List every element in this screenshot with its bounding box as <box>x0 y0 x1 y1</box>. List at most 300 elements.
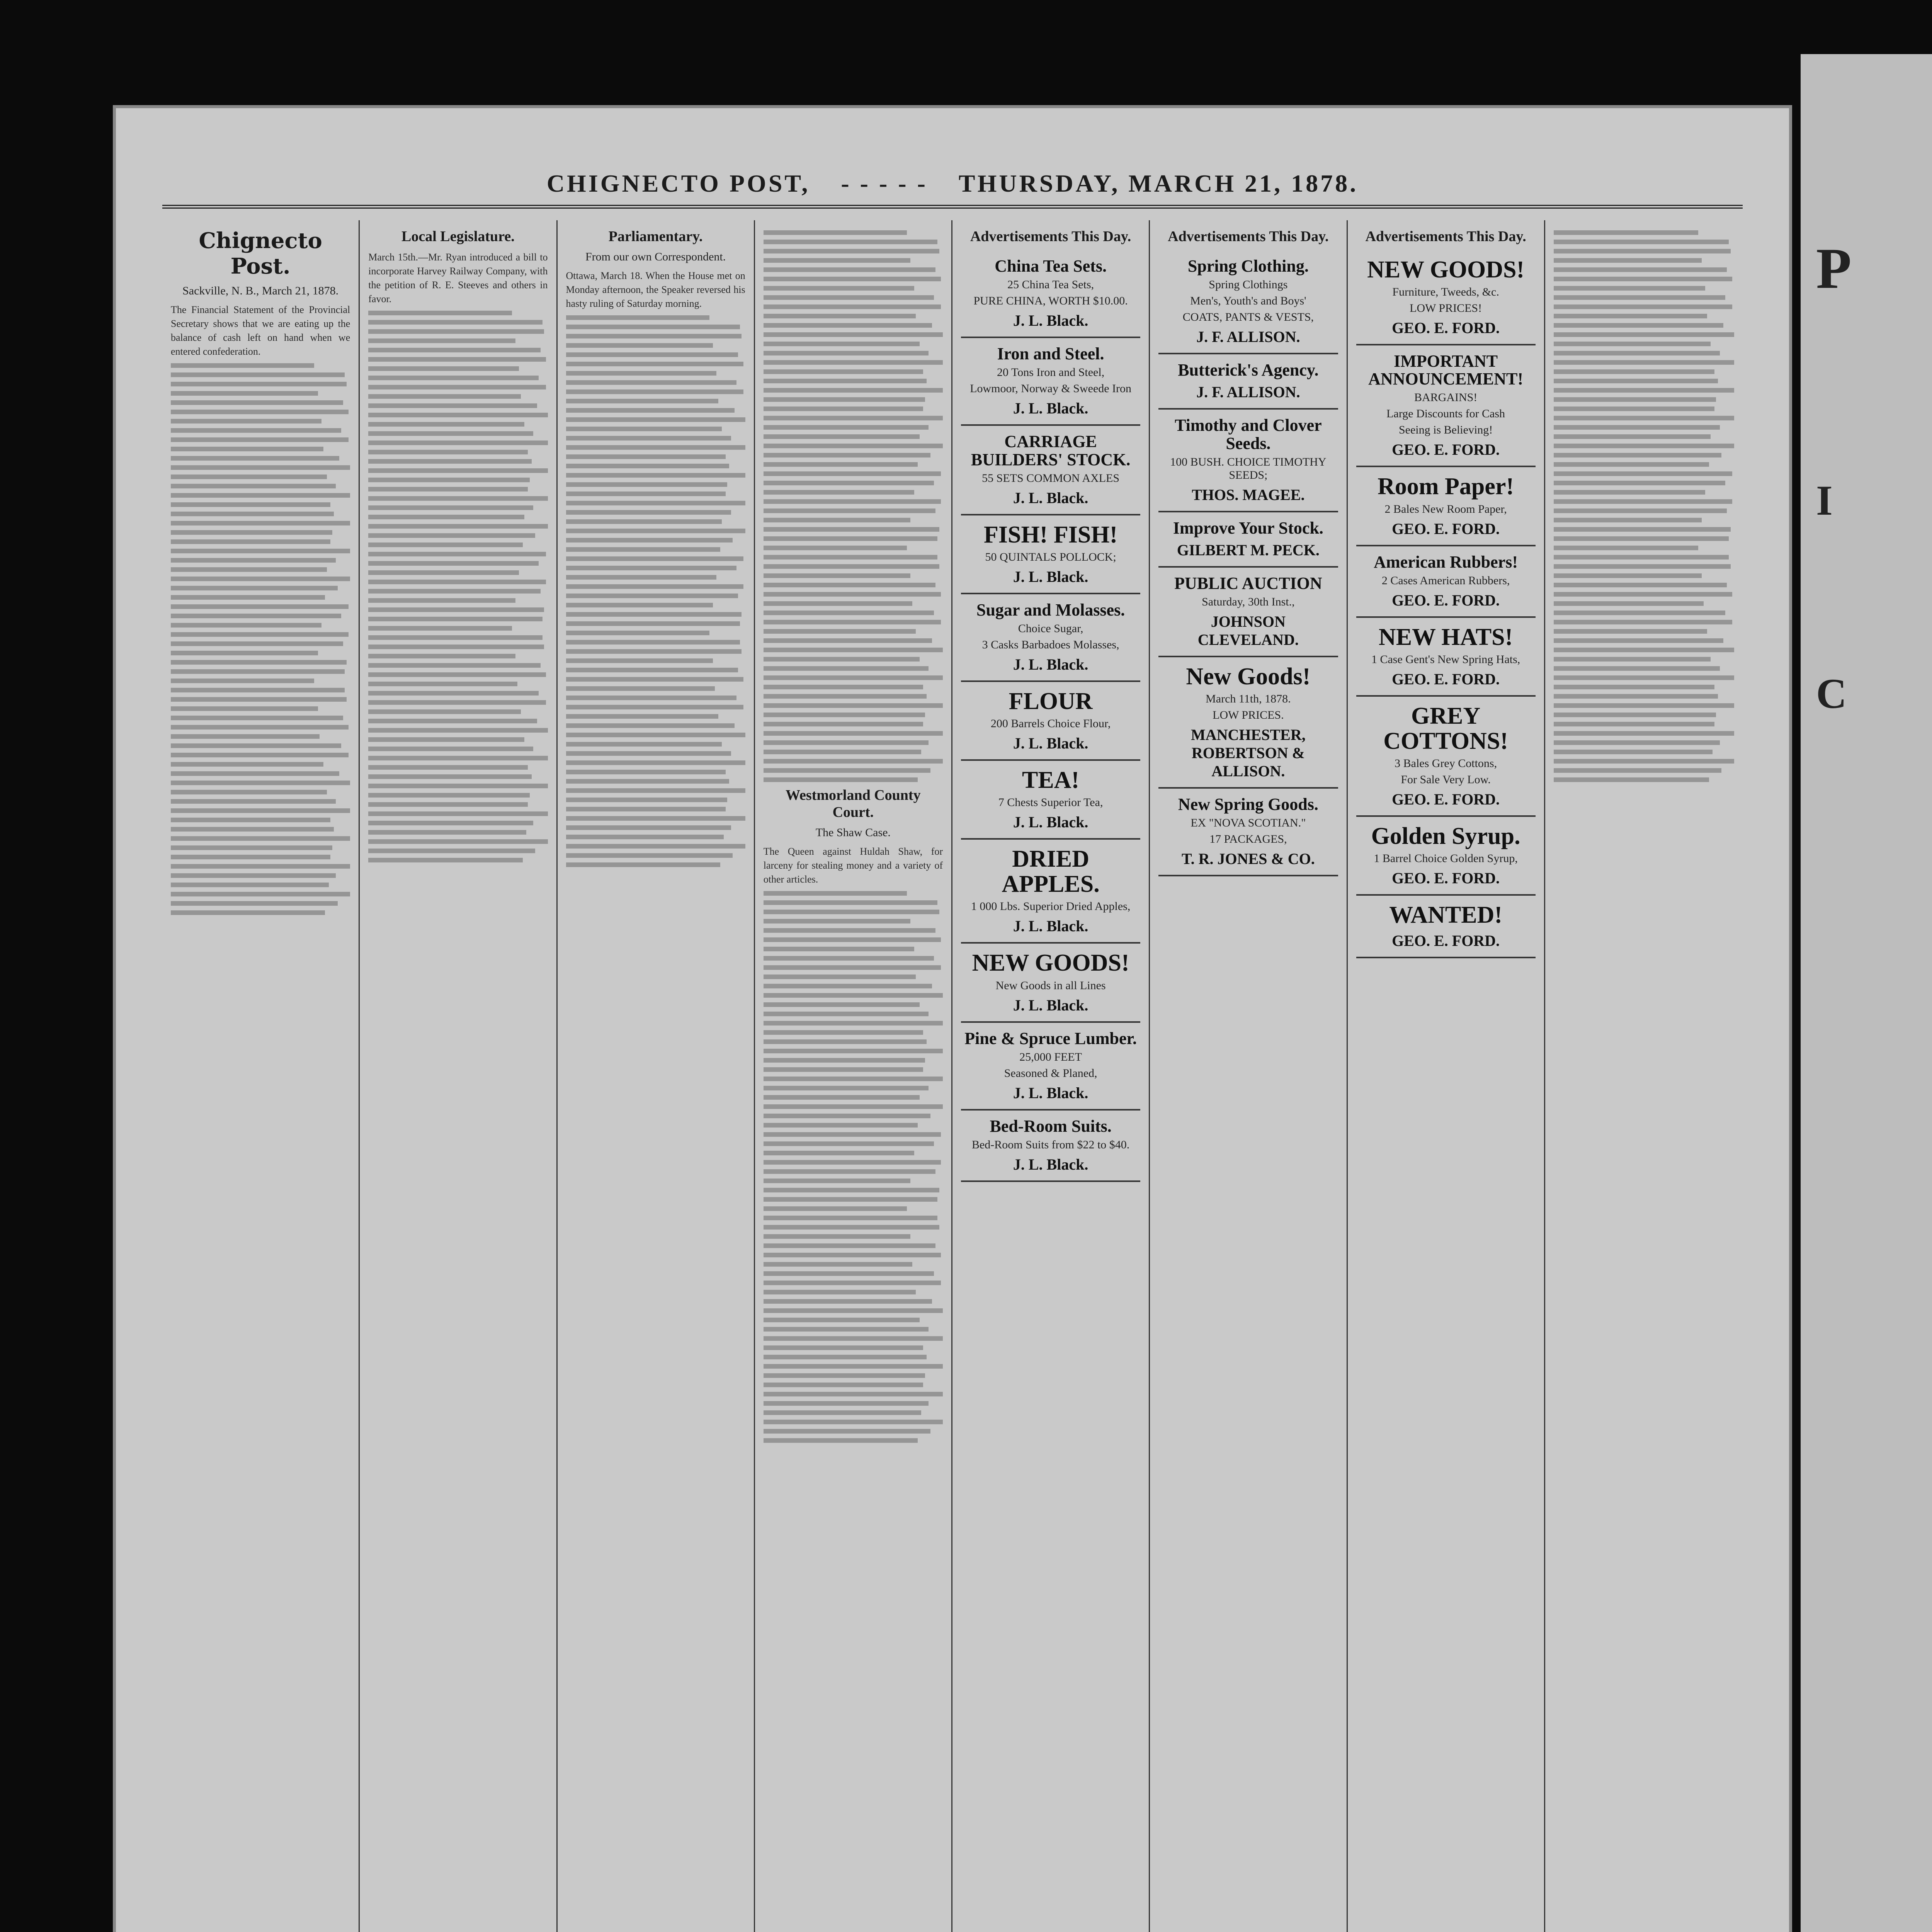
text-line <box>171 901 338 906</box>
text-line <box>764 351 929 355</box>
text-line <box>171 595 325 600</box>
column-county-court <box>755 220 952 1932</box>
cropped-headline-fragment: I <box>1816 477 1833 524</box>
ad-advertiser: J. L. Black. <box>1013 568 1088 585</box>
text-line <box>368 459 531 464</box>
text-line <box>566 779 729 784</box>
text-line <box>764 1132 941 1137</box>
text-line <box>171 808 350 813</box>
text-line <box>566 464 729 468</box>
text-line <box>171 632 349 637</box>
text-line <box>566 751 731 756</box>
text-line <box>764 1373 925 1378</box>
text-line <box>368 431 533 436</box>
text-line <box>566 510 731 515</box>
ad-title: GREY COTTONS! <box>1383 702 1508 754</box>
ad-title: China Tea Sets. <box>995 257 1107 276</box>
text-line <box>171 567 327 572</box>
text-line <box>368 737 524 742</box>
text-line <box>1554 713 1716 717</box>
text-line <box>368 811 548 816</box>
text-line <box>566 798 728 802</box>
text-line <box>566 399 719 403</box>
text-line <box>764 1012 929 1016</box>
text-line <box>368 505 533 510</box>
column-heading: Westmorland County Court. <box>786 787 921 820</box>
ad-title: New Spring Goods. <box>1178 795 1318 814</box>
text-line <box>764 1410 922 1415</box>
text-line <box>764 527 939 532</box>
text-line <box>764 1067 923 1072</box>
text-line <box>171 669 345 674</box>
text-line <box>171 391 318 396</box>
text-line <box>764 1401 929 1406</box>
ad-line: 17 PACKAGES, <box>1209 833 1287 846</box>
ad-advertiser: J. L. Black. <box>1013 489 1088 507</box>
text-line <box>368 515 524 519</box>
text-line <box>764 956 934 961</box>
text-line <box>368 450 528 454</box>
ad-title: Pine & Spruce Lumber. <box>964 1029 1137 1048</box>
text-line <box>1554 611 1725 615</box>
text-line <box>1554 434 1711 439</box>
text-line <box>566 575 717 580</box>
ad-title: WANTED! <box>1389 902 1503 929</box>
text-line <box>764 1438 918 1443</box>
text-line <box>1554 323 1723 328</box>
ad-title: CARRIAGE BUILDERS' STOCK. <box>971 432 1131 469</box>
text-line <box>764 750 922 754</box>
text-line <box>764 685 923 689</box>
advertisement <box>961 840 1140 944</box>
text-line <box>764 295 934 300</box>
text-line <box>171 771 339 776</box>
text-line <box>368 524 548 529</box>
ad-title: Spring Clothing. <box>1187 257 1309 276</box>
advertisement <box>961 944 1140 1022</box>
text-line <box>171 493 350 498</box>
text-line <box>368 682 517 686</box>
ad-advertiser: J. F. ALLISON. <box>1196 383 1300 401</box>
text-line <box>566 788 745 793</box>
text-line <box>764 249 939 253</box>
advertisement <box>1356 896 1536 958</box>
text-line <box>368 338 515 343</box>
text-line <box>171 419 321 423</box>
text-line <box>171 845 332 850</box>
text-line <box>368 617 542 621</box>
text-line <box>764 555 937 560</box>
text-line <box>764 993 943 998</box>
text-line <box>1554 629 1707 634</box>
ad-line: PURE CHINA, WORTH $10.00. <box>973 294 1128 308</box>
text-line <box>764 1002 920 1007</box>
text-line <box>171 864 350 869</box>
text-line <box>764 620 941 624</box>
text-line <box>368 830 526 835</box>
text-line <box>566 436 731 440</box>
text-line <box>566 501 745 505</box>
text-line <box>171 743 341 748</box>
text-line <box>764 425 929 430</box>
text-line <box>764 509 936 513</box>
ad-line: March 11th, 1878. <box>1206 692 1291 706</box>
text-line <box>368 385 546 389</box>
text-line <box>566 770 726 774</box>
text-line <box>171 382 347 386</box>
text-line <box>1554 416 1734 420</box>
text-line <box>764 564 939 569</box>
text-line <box>1554 740 1720 745</box>
ad-line: 25 China Tea Sets, <box>1007 278 1094 291</box>
text-line <box>566 705 744 709</box>
text-line <box>171 437 349 442</box>
text-line <box>171 474 327 479</box>
text-line <box>1554 332 1734 337</box>
text-line <box>764 1169 936 1174</box>
text-line <box>368 728 548 733</box>
text-line <box>764 759 943 764</box>
text-line <box>764 1188 939 1192</box>
text-line <box>1554 555 1729 560</box>
text-line <box>566 547 720 552</box>
text-line <box>566 677 744 682</box>
text-line <box>764 777 918 782</box>
text-line <box>368 440 548 445</box>
text-line <box>171 799 336 804</box>
text-line <box>764 1420 943 1424</box>
text-line <box>171 883 329 887</box>
text-line <box>171 910 325 915</box>
text-line <box>764 1234 911 1239</box>
ad-line: 25,000 FEET <box>1019 1050 1082 1063</box>
text-line <box>368 672 546 677</box>
text-line <box>171 428 341 433</box>
text-line <box>764 638 932 643</box>
ad-advertiser: T. R. JONES & CO. <box>1181 850 1315 868</box>
advertisement <box>1158 250 1338 354</box>
text-line <box>1554 694 1718 699</box>
text-line <box>764 573 911 578</box>
text-line <box>764 518 911 522</box>
column-ads-black <box>952 220 1150 1932</box>
text-line <box>764 1058 925 1063</box>
text-line <box>368 719 537 723</box>
text-line <box>368 570 519 575</box>
text-line <box>171 549 350 553</box>
text-line <box>368 709 521 714</box>
text-line <box>1554 342 1711 346</box>
text-line <box>368 784 548 788</box>
text-line <box>171 400 343 405</box>
text-line <box>1554 406 1714 411</box>
ad-line: Seeing is Believing! <box>1398 423 1493 437</box>
text-line <box>368 663 541 668</box>
advertisement <box>961 594 1140 682</box>
text-line <box>1554 657 1711 662</box>
text-line <box>171 502 330 507</box>
ad-advertiser: GEO. E. FORD. <box>1392 319 1500 337</box>
ad-title: Butterick's Agency. <box>1178 361 1319 380</box>
ad-title: Golden Syrup. <box>1371 823 1520 850</box>
ad-line: 100 BUSH. CHOICE TIMOTHY SEEDS; <box>1170 455 1327 481</box>
text-line <box>368 654 515 658</box>
ad-advertiser: GEO. E. FORD. <box>1392 869 1500 887</box>
text-line <box>368 468 548 473</box>
text-line <box>171 697 347 702</box>
ad-title: Bed-Room Suits. <box>990 1116 1112 1136</box>
text-line <box>1554 768 1722 773</box>
text-line <box>764 629 916 634</box>
ad-line: For Sale Very Low. <box>1401 773 1491 786</box>
text-line <box>764 703 943 708</box>
text-line <box>764 1049 943 1053</box>
text-line <box>764 1253 941 1257</box>
text-line <box>566 519 722 524</box>
ad-advertiser: GEO. E. FORD. <box>1392 932 1500 950</box>
text-line <box>171 818 330 822</box>
text-line <box>566 742 722 747</box>
ad-advertiser: GEO. E. FORD. <box>1392 791 1500 808</box>
ad-line: Spring Clothings <box>1209 278 1288 291</box>
text-line <box>171 447 323 451</box>
text-line <box>1554 722 1714 726</box>
text-line <box>368 589 541 594</box>
text-line <box>1554 351 1720 355</box>
text-line <box>764 1021 943 1026</box>
cropped-headline-fragment: P <box>1816 236 1852 301</box>
text-line <box>566 482 728 487</box>
column-margin <box>1545 220 1743 1932</box>
text-line <box>171 456 339 461</box>
ad-advertiser: J. L. Black. <box>1013 996 1088 1014</box>
text-line <box>171 530 332 535</box>
text-line <box>566 733 745 737</box>
ad-line: 55 SETS COMMON AXLES <box>982 471 1120 485</box>
column-heading: Advertisements This Day. <box>1365 228 1526 245</box>
text-line <box>764 1114 930 1118</box>
ad-line: Seasoned & Planed, <box>1004 1066 1097 1080</box>
text-line <box>764 1151 914 1155</box>
dateline: Sackville, N. B., March 21, 1878. <box>182 284 339 297</box>
text-line <box>566 445 745 450</box>
text-line <box>1554 546 1698 550</box>
text-line <box>566 668 738 672</box>
text-line <box>764 481 934 485</box>
text-line <box>1554 230 1698 235</box>
text-line <box>764 490 914 495</box>
text-line <box>171 836 350 841</box>
ad-title: Room Paper! <box>1378 473 1514 500</box>
text-line <box>1554 527 1731 532</box>
text-line <box>1554 666 1720 671</box>
text-line <box>1554 499 1733 504</box>
ad-line: 7 Chests Superior Tea, <box>998 796 1103 809</box>
text-line <box>171 372 345 377</box>
masthead <box>162 162 1743 209</box>
ad-advertiser: THOS. MAGEE. <box>1192 486 1305 503</box>
text-line <box>764 406 923 411</box>
text-line <box>1554 304 1733 309</box>
text-line <box>171 577 350 581</box>
text-line <box>171 827 334 832</box>
text-line <box>1554 703 1734 708</box>
advertisement <box>1158 354 1338 410</box>
text-line <box>764 601 912 606</box>
advertisement <box>1356 817 1536 896</box>
ad-advertiser: J. L. Black. <box>1013 735 1088 752</box>
issue-date: THURSDAY, MARCH 21, 1878. <box>958 170 1359 197</box>
text-line <box>1554 295 1725 300</box>
text-line <box>764 1039 927 1044</box>
text-line <box>1554 490 1705 495</box>
text-line <box>368 756 548 760</box>
ad-title: Timothy and Clover Seeds. <box>1175 416 1322 453</box>
ad-title: NEW GOODS! <box>1367 257 1525 283</box>
text-line <box>368 348 541 352</box>
text-line <box>764 258 911 263</box>
text-line <box>368 793 530 798</box>
ad-title: New Goods! <box>1186 663 1311 690</box>
text-line <box>171 363 314 368</box>
article-text: The Financial Statement of the Provincial Secretary shows that we are eating up the balance of cash left on hand when we entered confederation. <box>171 304 350 357</box>
text-line <box>566 807 726 811</box>
text-line <box>764 592 941 597</box>
article-text: Ottawa, March 18. When the House met on Monday afternoon, the Speaker reversed his hasty ruling of Saturday morning. <box>566 270 745 309</box>
text-line <box>1554 573 1702 578</box>
text-line <box>764 583 936 587</box>
text-line <box>764 471 941 476</box>
text-line <box>764 536 937 541</box>
column-heading: Local Legislature. <box>401 228 515 245</box>
ad-advertiser: MANCHESTER, ROBERTSON & ALLISON. <box>1191 726 1306 780</box>
text-line <box>764 1216 937 1220</box>
text-line <box>368 700 546 705</box>
text-line <box>566 686 715 691</box>
text-line <box>764 1336 943 1341</box>
text-line <box>764 975 916 979</box>
text-line <box>368 357 546 362</box>
text-line <box>1554 388 1734 393</box>
advertisement <box>1158 789 1338 876</box>
advertisement <box>1158 512 1338 568</box>
text-line <box>764 1206 907 1211</box>
text-line <box>171 651 318 655</box>
column-ads-ford <box>1348 220 1545 1932</box>
ad-advertiser: J. L. Black. <box>1013 400 1088 417</box>
text-line <box>764 731 943 736</box>
ad-line: Choice Sugar, <box>1018 622 1083 635</box>
ad-advertiser: GEO. E. FORD. <box>1392 670 1500 688</box>
text-line <box>764 1290 916 1294</box>
text-line <box>368 607 544 612</box>
text-line <box>566 658 713 663</box>
text-line <box>368 774 531 779</box>
advertisement <box>1356 546 1536 618</box>
text-line <box>764 1364 943 1369</box>
text-line <box>764 740 929 745</box>
text-line <box>764 965 941 970</box>
text-line <box>764 1243 936 1248</box>
article-text: The Queen against Huldah Shaw, for larceny for stealing money and a variety of other articles. <box>763 846 943 885</box>
text-line <box>764 397 925 402</box>
text-line <box>566 492 726 496</box>
ad-title: FISH! FISH! <box>984 521 1118 548</box>
text-line <box>566 621 740 626</box>
text-line <box>1554 638 1723 643</box>
ad-title: FLOUR <box>1009 688 1093 715</box>
text-line <box>1554 240 1729 244</box>
ad-line: Men's, Youth's and Boys' <box>1190 294 1306 308</box>
ad-list <box>1356 250 1536 958</box>
ad-title: TEA! <box>1022 767 1080 794</box>
column-subheading: From our own Correspondent. <box>585 250 726 263</box>
ad-line: 1 Barrel Choice Golden Syrup, <box>1374 852 1518 865</box>
text-line <box>566 408 735 413</box>
ad-advertiser: JOHNSON CLEVELAND. <box>1197 613 1299 649</box>
text-line <box>1554 369 1714 374</box>
text-line <box>368 849 535 853</box>
text-line <box>764 314 916 318</box>
column-parliamentary <box>558 220 755 1932</box>
text-line <box>368 543 522 547</box>
text-line <box>171 855 330 859</box>
text-line <box>764 546 907 550</box>
text-line <box>566 538 733 543</box>
advertisement <box>961 1111 1140 1182</box>
advertisement <box>1158 568 1338 657</box>
text-line <box>764 416 943 420</box>
text-line <box>764 1429 930 1434</box>
text-line <box>1554 777 1709 782</box>
text-line <box>368 533 535 538</box>
ad-title: American Rubbers! <box>1374 552 1518 571</box>
text-line <box>368 496 548 501</box>
advertisement <box>1356 467 1536 546</box>
text-line <box>764 453 930 457</box>
text-line <box>1554 258 1702 263</box>
advertisement <box>1356 697 1536 817</box>
text-line <box>764 369 923 374</box>
column-subheading: The Shaw Case. <box>815 826 891 839</box>
text-line <box>566 529 745 533</box>
text-line <box>1554 360 1734 365</box>
advertisement <box>961 761 1140 840</box>
newspaper-page <box>116 108 1789 1932</box>
column-heading: Parliamentary. <box>608 228 703 245</box>
text-line <box>368 487 528 492</box>
text-line <box>764 1392 943 1396</box>
text-line <box>764 462 918 467</box>
masthead-separator: - - - - - <box>841 170 928 197</box>
text-line <box>368 311 512 315</box>
text-line <box>1554 379 1718 383</box>
text-line <box>1554 481 1725 485</box>
text-line <box>171 781 350 785</box>
text-line <box>566 603 713 607</box>
text-line <box>1554 249 1731 253</box>
text-line <box>566 380 736 385</box>
text-line <box>764 342 920 346</box>
text-line <box>171 873 336 878</box>
text-line <box>764 666 929 671</box>
text-line <box>368 580 546 584</box>
text-line <box>171 892 350 896</box>
ad-line: Furniture, Tweeds, &c. <box>1392 286 1499 299</box>
text-line <box>764 379 927 383</box>
text-line <box>764 768 930 773</box>
article-body-lines <box>368 311 548 862</box>
